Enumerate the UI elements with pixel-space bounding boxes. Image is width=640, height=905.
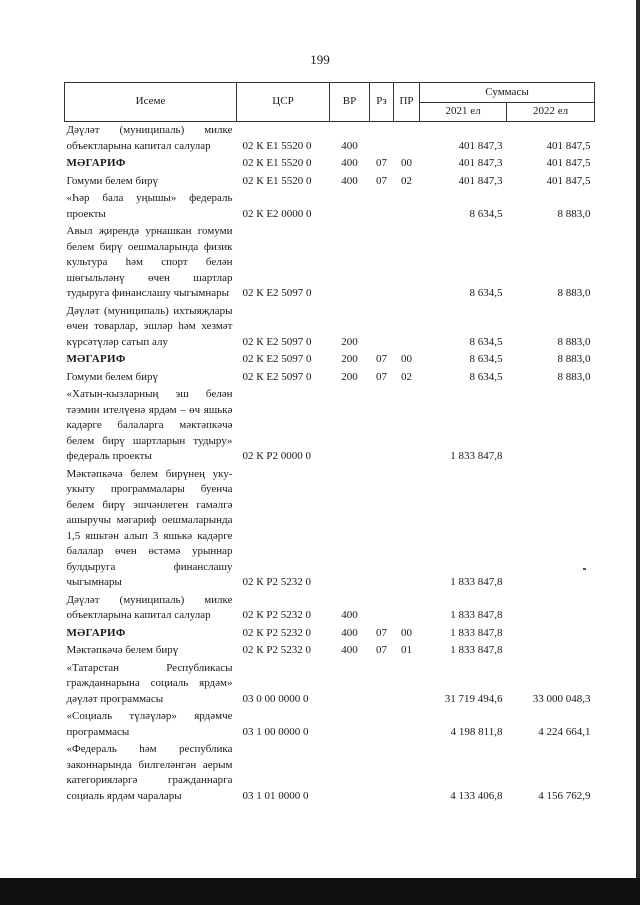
header-pr: ПР (394, 83, 420, 122)
row-sum-2021: 1 833 847,8 (450, 576, 503, 588)
row-sum-2022: 401 847,5 (546, 157, 591, 169)
row-sum-2022 (507, 642, 595, 660)
page-number: 199 (310, 52, 330, 67)
row-sum-2022: 401 847,5 (546, 174, 591, 187)
row-sum-2022: 4 156 762,9 (538, 789, 591, 802)
row-rz (370, 223, 394, 303)
row-sum-2022: 8 883,0 (557, 353, 591, 365)
row-csr: 02 К Е2 5097 0 (242, 335, 312, 348)
row-pr: 00 (401, 626, 412, 639)
table-row (65, 190, 595, 223)
row-csr: 02 К Е2 0000 0 (242, 207, 312, 220)
row-sum-2021: 8 634,5 (469, 207, 503, 220)
header-name: Исеме (65, 83, 237, 122)
table-row (65, 592, 595, 625)
row-csr: 02 К Р2 5232 0 (242, 576, 311, 588)
row-csr: 03 0 00 0000 0 (242, 692, 309, 705)
row-rz (370, 386, 394, 466)
table-row (65, 708, 595, 741)
table-row (65, 386, 595, 466)
row-sum-2021: 4 198 811,8 (450, 725, 503, 738)
row-sum-2022: 4 224 664,1 (538, 725, 591, 738)
row-csr: 02 К Е2 5097 0 (242, 370, 312, 383)
row-sum-2022: 33 000 048,3 (532, 692, 591, 705)
table-row (65, 466, 595, 592)
row-sum-2021: 1 833 847,8 (450, 609, 503, 621)
row-csr: 02 К Е1 5520 0 (242, 139, 312, 152)
row-rz (370, 660, 394, 709)
row-sum-2022 (507, 466, 595, 592)
table-row (65, 369, 595, 387)
row-name: Авыл җирендә урнашкан гомуми белем бирү оешмаларында физик культура һәм спорт белән шөгыльләнү өчен шартлар тудыруга финанслашу чыгымнары (66, 225, 233, 299)
row-sum-2022: 401 847,5 (546, 139, 591, 152)
row-pr (394, 741, 420, 805)
row-name: МӘГАРИФ (66, 353, 126, 365)
row-rz (370, 466, 394, 592)
row-rz (370, 741, 394, 805)
row-sum-2021: 8 634,5 (469, 335, 503, 348)
row-sum-2021: 8 634,5 (469, 287, 503, 299)
row-rz: 07 (376, 370, 387, 383)
row-name: Гомуми белем бирү (66, 370, 158, 383)
table-row (65, 660, 595, 709)
row-name: Дәүләт (муниципаль) ихтыяҗлары өчен товарлар, эшләр һәм хезмәт күрсәтүләр сатып алу (66, 304, 233, 348)
row-sum-2021: 1 833 847,8 (450, 644, 503, 656)
table-row (65, 223, 595, 303)
row-pr: 01 (401, 644, 412, 656)
row-csr: 02 К Е2 5097 0 (242, 353, 312, 365)
row-sum-2022 (507, 625, 595, 643)
row-name: «Хатын-кызларның эш белән тәэмин ителүенә ярдәм – өч яшькә кадәрге балаларга мәктәпкәчә белем бирү шартларын тудыру» федераль проекты (66, 388, 233, 462)
row-csr: 02 К Е1 5520 0 (242, 174, 312, 187)
row-csr: 02 К Е1 5520 0 (242, 157, 312, 169)
table-row (65, 155, 595, 173)
row-vr (330, 708, 370, 741)
row-sum-2021: 4 133 406,8 (450, 789, 503, 802)
row-sum-2022 (507, 592, 595, 625)
row-vr (330, 223, 370, 303)
row-csr: 02 К Е2 5097 0 (242, 287, 312, 299)
row-sum-2021: 401 847,3 (458, 157, 503, 169)
header-sums: Суммасы (420, 83, 595, 103)
row-name: «Федераль һәм республика законнарында билгеләнгән аерым категорияләргә гражданнарга социаль ярдәм чаралары (66, 743, 233, 802)
row-name: Мәктәпкәчә белем бирү (66, 644, 179, 656)
row-pr (394, 708, 420, 741)
row-sum-2021: 1 833 847,8 (450, 450, 503, 462)
row-pr (394, 660, 420, 709)
row-sum-2021: 31 719 494,6 (444, 692, 503, 705)
row-vr (330, 190, 370, 223)
row-pr (394, 190, 420, 223)
row-vr: 400 (341, 174, 358, 187)
table-row (65, 351, 595, 369)
row-sum-2021: 8 634,5 (469, 353, 503, 365)
row-sum-2022: 8 883,0 (557, 370, 591, 383)
row-pr: 02 (401, 370, 412, 383)
table-row (65, 303, 595, 352)
table-body (65, 122, 595, 806)
row-rz (370, 303, 394, 352)
row-vr: 200 (341, 353, 358, 365)
row-csr: 02 К Р2 5232 0 (242, 626, 311, 639)
row-sum-2022: 8 883,0 (557, 207, 591, 220)
row-rz (370, 708, 394, 741)
row-pr (394, 386, 420, 466)
row-sum-2022 (507, 386, 595, 466)
row-name: «Татарстан Республикасы гражданнарына социаль ярдәм» дәүләт программасы (66, 661, 233, 705)
row-sum-2022: 8 883,0 (557, 335, 591, 348)
row-vr: 200 (341, 370, 358, 383)
table-row (65, 741, 595, 805)
row-rz: 07 (376, 353, 387, 365)
row-csr: 03 1 01 0000 0 (242, 789, 309, 802)
row-name: Дәүләт (муниципаль) милке объектларына капитал салулар (66, 593, 233, 621)
row-sum-2022: 8 883,0 (557, 287, 591, 299)
row-name: «Һәр бала уңышы» федераль проекты (66, 192, 233, 220)
scan-edge-right (636, 0, 640, 905)
row-pr (394, 223, 420, 303)
row-name: МӘГАРИФ (66, 626, 126, 639)
header-csr: ЦСР (237, 83, 330, 122)
row-name: МӘГАРИФ (66, 157, 126, 169)
row-name: «Социаль түләүләр» ярдәмче программасы (66, 710, 233, 738)
row-name: Гомуми белем бирү (66, 174, 158, 187)
table-row (65, 122, 595, 156)
row-vr (330, 741, 370, 805)
header-year-2021: 2021 ел (420, 103, 507, 122)
header-year-2022: 2022 ел (507, 103, 595, 122)
row-rz: 07 (376, 157, 387, 169)
row-vr: 400 (341, 626, 358, 639)
row-pr: 02 (401, 174, 412, 187)
row-pr (394, 303, 420, 352)
table-row (65, 625, 595, 643)
row-csr: 02 К Р2 5232 0 (242, 644, 311, 656)
row-csr: 02 К Р2 5232 0 (242, 609, 311, 621)
budget-table (64, 82, 595, 805)
header-vr: ВР (330, 83, 370, 122)
row-sum-2021: 401 847,3 (458, 139, 503, 152)
row-csr: 02 К Р2 0000 0 (242, 450, 311, 462)
row-csr: 03 1 00 0000 0 (242, 725, 309, 738)
scan-edge-bottom (0, 878, 640, 905)
row-sum-2021: 1 833 847,8 (450, 626, 503, 639)
row-rz (370, 190, 394, 223)
row-vr: 400 (341, 157, 358, 169)
row-rz: 07 (376, 174, 387, 187)
row-vr (330, 386, 370, 466)
row-rz (370, 122, 394, 156)
row-sum-2021: 8 634,5 (469, 370, 503, 383)
row-pr (394, 466, 420, 592)
table-row (65, 173, 595, 191)
row-vr: 400 (341, 644, 358, 656)
header-rz: Рз (370, 83, 394, 122)
row-name: Мәктәпкәчә белем бирүнең уку-укыту программалары буенча белем бирү эшчәнлеген гамәлгә ашыручы мәгариф оешмаларында 1,5 яшьтән алып 3 яшькә кадәрге балалар өчен өстәмә урыннар булдыруга финанслашу чыгымнары (66, 467, 233, 588)
row-pr (394, 122, 420, 156)
row-vr: 200 (341, 335, 358, 348)
row-vr (330, 660, 370, 709)
row-vr: 400 (341, 609, 358, 621)
row-vr: 400 (341, 139, 358, 152)
table-row (65, 642, 595, 660)
row-sum-2021: 401 847,3 (458, 174, 503, 187)
row-pr: 00 (401, 157, 412, 169)
row-name: Дәүләт (муниципаль) милке объектларына капитал салулар (66, 124, 233, 152)
row-rz: 07 (376, 644, 387, 656)
row-rz: 07 (376, 626, 387, 639)
row-vr (330, 466, 370, 592)
row-pr: 00 (401, 353, 412, 365)
row-rz (370, 592, 394, 625)
row-pr (394, 592, 420, 625)
